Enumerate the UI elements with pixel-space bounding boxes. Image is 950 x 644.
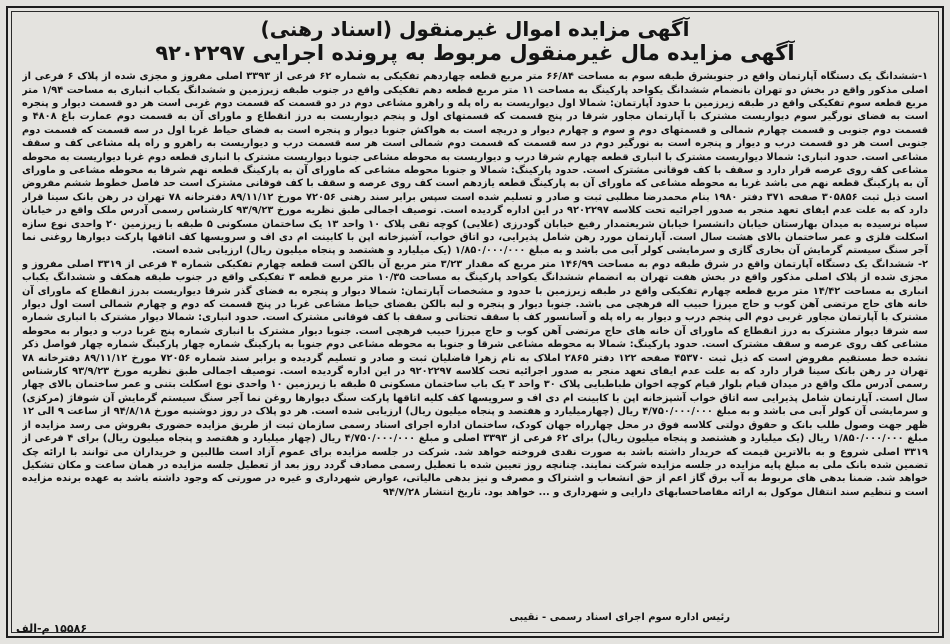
notice-title: آگهی مزایده اموال غیرمنقول (اسناد رهنی) — [260, 17, 690, 41]
notice-body — [22, 70, 928, 592]
notice-footer — [10, 610, 940, 640]
signature-line: رئیس اداره سوم اجرای اسناد رسمی - نقیبی — [509, 612, 730, 623]
ad-code: ۱۵۵۸۶ م-الف — [16, 622, 88, 635]
notice-inner-border — [11, 11, 939, 633]
notice-subtitle: آگهی مزایده مال غیرمنقول مربوط به پرونده اجرایی ۹۲۰۲۲۹۷ — [155, 41, 795, 65]
item-2-paragraph: ۲- ششدانگ یک دستگاه آپارتمان واقع در شرق طبقه دوم به مساحت ۱۴۶/۹۹ متر مربع که مقدار ۳/۲۳ متر مربع آن بالکن است قطعه چهارم تفکیکی شماره ۴ فرعی از ۳۳۱۹ اصلی مفروز و مجزی شده از پلاک اصلی مذکور واقع در بخش هفت تهران به انضمام ششدانگ یکواحد پارکینگ به مساحت ۱۰/۳۵ متر مربع قطعه ۳ تفکیکی واقع در جنوب طبقه همکف و ششدانگ یکباب انباری به مساحت ۱۴/۴۲ متر مربع قطعه چهارم تفکیکی واقع در طبقه زیرزمین با حدود و مشخصات آپارتمان: شمالا دیوار و پنجره به فضای گذر شرقا دیواریست بدرز انقطاع که ماورای آن خانه های حاج مرتضی آهن کوب و حاج میرزا حبیب اله فرهچی می باشد. جنوبا دیوار و پنجره و لبه بالکن بفضای حیاط مشاعی غربا در پنج قسمت که دوم و چهارم شمالی است اول دیوار مشترک با آپارتمان مجاور غربی دوم الی پنجم درب و دیوار به راه پله و آسانسور کف با سقف تحتانی و سقف با کف فوقانی مشترک است. حدود انباری: شمالا دیوار مشترک با انباری شماره سه شرقا دیوار مشترک به درز انقطاع که ماورای آن خانه های حاج مرتضی آهن کوب و حاج میرزا حبیب فرهچی است. جنوبا دیوار مشترک با انباری شماره پنج غربا درب و دیوار به محوطه مشاعی کف روی عرصه و سقف مشترک است. حدود پارکینگ: شمالا به محوطه مشاعی شرقا و جنوبا به محوطه مشاعی دوم جنوبا به پارکینگ شماره چهار پارکینگ شماره چهار فواصل ذکر نشده خط مستقیم مفروض است که ذیل ثبت ۴۵۳۷۰ صفحه ۱۲۲ دفتر ۲۸۶۵ املاک به نام زهرا فاضلیان ثبت و صادر و تسلیم گردیده و برابر سند شماره ۷۲۰۵۶ مورخ ۸۹/۱۱/۱۲ دفترخانه ۷۸ تهران در رهن بانک سینا قرار دارد که به علت عدم ایفای تعهد منجر به صدور اجرائیه تحت کلاسه ۹۲۰۲۲۹۷ در این اداره گردیده است. توصیف اجمالی طبق نظریه مورخ ۹۳/۹/۲۳ کارشناس رسمی آدرس ملک واقع در میدان قیام بلوار قیام کوچه اخوان طباطبایی پلاک ۳۰ واحد ۳ یک باب ساختمان مسکونی ۵ طبقه با زیرزمین ۱۰ واحدی نوع اسکلت بتنی و عمر ساختمان بالای چهار سال است. آپارتمان شامل پذیرایی سه اتاق خواب آشپزخانه اپن با کابینت ام دی اف و سرویسها کف کلیه اتاقها پارکت سنگ دیوارها روغن نما آجر سنگ سیستم گرمایش آن شوفاژ (مرکزی) و سرمایشی آن کولر آبی می باشد و به مبلغ ۴/۷۵۰/۰۰۰/۰۰۰ ریال (چهارمیلیارد و هفتصد و پنجاه میلیون ریال) ارزیابی شده است. هر دو پلاک در روز دوشنبه مورخ ۹۴/۸/۱۸ از ساعت ۹ الی ۱۲ ظهر جهت وصول طلب بانک و حقوق دولتی کلاسه فوق در محل چهارراه جهان کودک، ساختمان اداره اجرای اسناد رسمی سازمان ثبت از طریق مزایده حضوری بفروش می رسد مزایده از مبلغ ۱/۸۵۰/۰۰۰/۰۰۰ ریال (یک میلیارد و هشتصد و پنجاه میلیون ریال) برای ۶۲ فرعی از ۳۳۹۳ اصلی و مبلغ ۴/۷۵۰/۰۰۰/۰۰۰ ریال (چهار میلیارد و هفتصد و پنجاه میلیون ریال) برای ۴ فرعی از ۳۳۱۹ اصلی شروع و به بالاترین قیمت که خریدار داشته باشد به صورت نقدی فروخته خواهد شد. شرکت در جلسه مزایده برای عموم آزاد است طالبین و خریداران می توانند با ارائه چک تضمین شده بانک ملی به مبلغ پایه مزایده در جلسه مزایده شرکت نمایند. چنانچه روز تعیین شده با تعطیل رسمی مصادف گردد روز بعد از تعطیل جلسه مزایده در همان ساعت و مکان تشکیل خواهد شد. ضمنا بدهی های مربوط به آب برق گاز اعم از حق انشعاب و اشتراک و مصرف و نیز بدهی مالیاتی، عوارض شهرداری و غیره در صورتی که وجود داشته باشد به عهده برنده مزایده است و تنظیم سند انتقال موکول به ارائه مفاصاحسابهای دارایی و شهرداری و ... خواهد بود. تاریخ انتشار ۹۴/۷/۲۸ — [22, 258, 928, 498]
item-1-paragraph: ۱-ششدانگ یک دستگاه آپارتمان واقع در جنوبشرق طبقه سوم به مساحت ۶۶/۸۴ متر مربع قطعه چهاردهم تفکیکی به شماره ۶۲ فرعی از ۳۳۹۳ اصلی مفروز و مجزی شده از پلاک ۶ فرعی از اصلی مذکور واقع در بخش دو تهران بانضمام ششدانگ یکواحد پارکینگ به مساحت ۱۱ متر مربع قطعه دهم تفکیکی واقع در جنوب طبقه زیرزمین و ششدانگ یکباب انباری به مساحت ۱/۹۴ متر مربع قطعه سوم تفکیکی واقع در طبقه زیرزمین با حدود آپارتمان: شمالا اول دیواریست به راه پله و راهرو مشاعی دوم در دو قسمت که قسمت دوم غربی است هر دو قسمت دیوار و پنجره است به فضای نورگیر سوم دیواریست مشترک با آپارتمان مجاور شرقا در پنج قسمت که قسمتهای اول و پنجم دیواریست به درز انقطاع و ماورای آن به قسمت دوم عمارت باغ ۴۸۰۸ و قسمت دوم جنوبی و قسمت چهارم شمالی و قسمتهای دوم و سوم و چهارم دیوار و دریچه است به هواکش جنوبا دیوار و پنجره است به فضای حیاط غربا اول در سه قسمت که قسمت دوم جنوبی است هر دو قسمت درب و دیوار و پنجره است به نورگیر دوم در سه قسمت که قسمت دوم شمالی است هر سه قسمت درب و دیواریست به راهرو و راه پله مشاعی کف و سقف مشاعی است. حدود انباری: شمالا دیواریست مشترک با انباری قطعه چهارم شرقا درب و دیواریست به محوطه مشاعی جنوبا دیواریست مشترک با انباری قطعه دوم غربا دیواریست به محوطه مشاعی کف روی عرصه قرار دارد و سقف با کف فوقانی مشترک است. حدود پارکینگ: شمالا و جنوبا محوطه مشاعی که ماورای آن به پارکینگ قطعه نهم شرقا به محوطه مشاعی و ماورای آن به پارکینگ قطعه نهم می باشد غربا به محوطه مشاعی که ماورای آن به پارکینگ قطعه یازدهم است کف روی عرصه و سقف با کف فوقانی مشترک است حد فاصل خطوط ششم مفروض است ذیل ثبت ۳۰۵۸۵۶ صفحه ۳۷۱ دفتر ۱۹۸۰ بنام محمدرضا مطلبی ثبت و صادر و تسلیم شده است سپس برابر سند رهنی ۷۲۰۵۶ مورخ ۸۹/۱۱/۱۲ دفترخانه ۷۸ تهران در رهن بانک سینا قرار دارد که به علت عدم ایفای تعهد منجر به صدور اجرائیه تحت کلاسه ۹۲۰۲۲۹۷ در این اداره گردیده است. توصیف اجمالی طبق نظریه مورخ ۹۳/۹/۲۳ کارشناس رسمی آدرس ملک واقع در خیابان سپاه نرسیده به میدان بهارستان خیابان دانشسرا خیابان شریعتمدار رفیع خیابان گودرزی (علایی) کوچه تقی پلاک ۱۰ واحد ۱۳ یک ساختمان مسکونی ۵ طبقه با زیرزمین ۲۰ واحدی نوع سازه اسکلت فلزی و عمر ساختمان بالای هشت سال است. آپارتمان مورد رهن شامل پذیرایی، دو اتاق خواب، آشپزخانه اپن با کابینت ام دی اف و سرویسها کف اتاقها پارکت دیوارها روغنی نما آجر سنگ سیستم گرمایش آن بخاری گازی و سرمایشی کولر آبی می باشد و به مبلغ ۱/۸۵۰/۰۰۰/۰۰۰ (یک میلیارد و هشتصد و پنجاه میلیون ریال) ارزیابی شده است. — [22, 71, 928, 257]
notice-outer-border — [6, 6, 944, 638]
